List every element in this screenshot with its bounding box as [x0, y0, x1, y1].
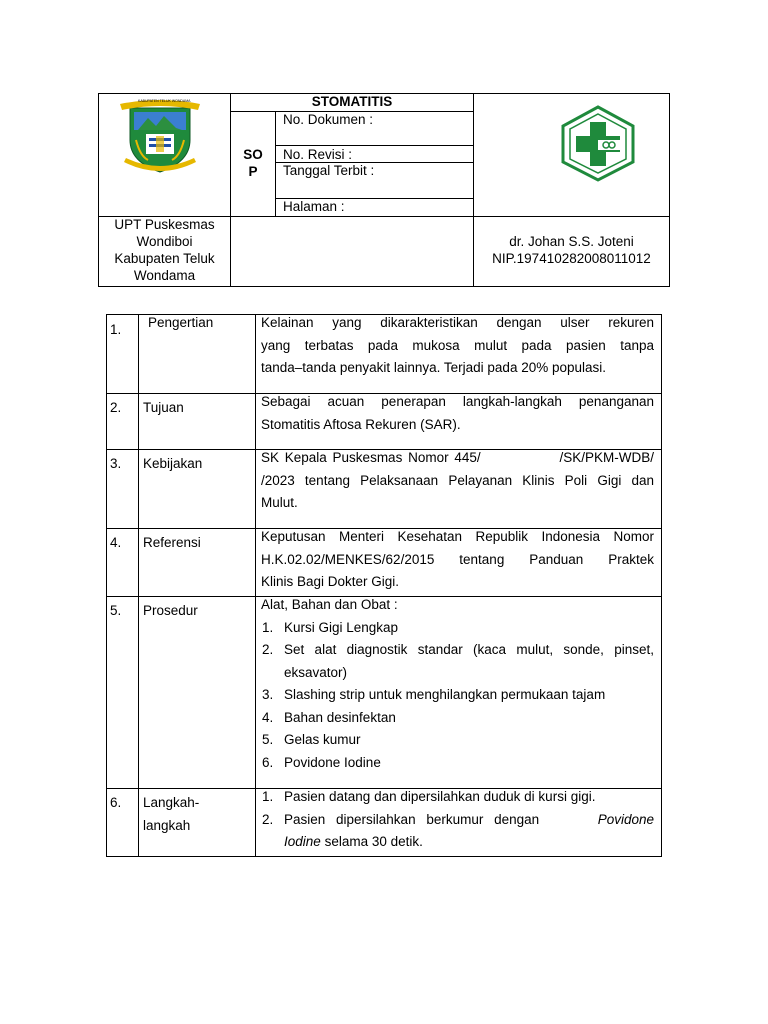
policy-number-prefix: SK Kepala Puskesmas Nomor 445/ [261, 450, 481, 465]
section-text-line: yang terbatas pada mukosa mulut pada pasien tanpa [261, 337, 654, 353]
org-line-1: UPT Puskesmas [114, 217, 215, 232]
section-number: 5. [110, 603, 122, 618]
section-label: Pengertian [148, 315, 214, 330]
section-label-line: langkah [143, 818, 191, 833]
section-number: 4. [110, 535, 122, 550]
org-line-4: Wondama [133, 268, 196, 283]
document-title: STOMATITIS [311, 94, 393, 109]
section-label: Tujuan [143, 400, 184, 415]
section-label: Kebijakan [143, 456, 203, 471]
org-line-3: Kabupaten Teluk [114, 251, 215, 266]
doc-number-label: No. Dokumen : [283, 112, 374, 127]
section-number: 2. [110, 400, 122, 415]
list-item: 6. Povidone Iodine [262, 754, 381, 770]
list-item: 3. Slashing strip untuk menghilangkan permukaan tajam [262, 687, 606, 702]
section-text-line: Keputusan Menteri Kesehatan Republik Indonesia Nomor [261, 529, 654, 544]
sop-label-2: P [248, 164, 258, 179]
list-item: 4. Bahan desinfektan [262, 709, 396, 725]
puskesmas-logo [555, 102, 641, 184]
procedure-intro: Alat, Bahan dan Obat : [261, 597, 398, 612]
list-item: 2. Set alat diagnostik standar (kaca mulut, sonde, pinset, eksavator) [262, 642, 654, 680]
section-number: 6. [110, 795, 122, 810]
section-label: Referensi [143, 535, 201, 550]
list-item: 1. Pasien datang dan dipersilahkan duduk di kursi gigi. [262, 789, 596, 804]
section-text-line: tanda–tanda penyakit lainnya. Terjadi pada 20% populasi. [261, 360, 607, 375]
list-item: 2. Pasien dipersilahkan berkumur dengan Povidone Iodine selama 30 detik. [262, 811, 654, 849]
steps-list [261, 786, 654, 854]
regency-logo-text: KABUPATEN TELUK WONDAMA [138, 99, 191, 103]
issue-date-label: Tanggal Terbit : [283, 163, 375, 178]
section-label-line: Langkah- [143, 795, 200, 810]
page-label: Halaman : [283, 199, 345, 214]
section-label: Prosedur [143, 603, 198, 618]
revision-label: No. Revisi : [283, 147, 353, 162]
org-line-2: Wondiboi [136, 234, 193, 249]
section-text-line: Stomatitis Aftosa Rekuren (SAR). [261, 416, 461, 432]
section-text-line: H.K.02.02/MENKES/62/2015 tentang Panduan Praktek [261, 551, 654, 567]
section-number: 3. [110, 456, 122, 471]
section-number: 1. [110, 322, 122, 337]
list-item: 1. Kursi Gigi Lengkap [262, 619, 399, 635]
section-text-line: Sebagai acuan penerapan langkah-langkah penanganan [261, 394, 654, 409]
materials-list [261, 617, 654, 775]
sop-label-1: SO [243, 147, 263, 162]
signer-nip: NIP.197410282008011012 [492, 251, 651, 266]
section-text-line: Kelainan yang dikarakteristikan dengan ulser rekuren [261, 315, 654, 330]
list-item: 5. Gelas kumur [262, 732, 361, 747]
signer-name: dr. Johan S.S. Joteni [509, 234, 634, 249]
section-text-line: Mulut. [261, 495, 298, 510]
section-text-line: /2023 tentang Pelaksanaan Pelayanan Klinis Poli Gigi dan [261, 472, 654, 488]
regency-logo [118, 100, 202, 174]
section-text-line: Klinis Bagi Dokter Gigi. [261, 574, 400, 589]
policy-number-suffix: /SK/PKM-WDB/ [559, 450, 654, 465]
